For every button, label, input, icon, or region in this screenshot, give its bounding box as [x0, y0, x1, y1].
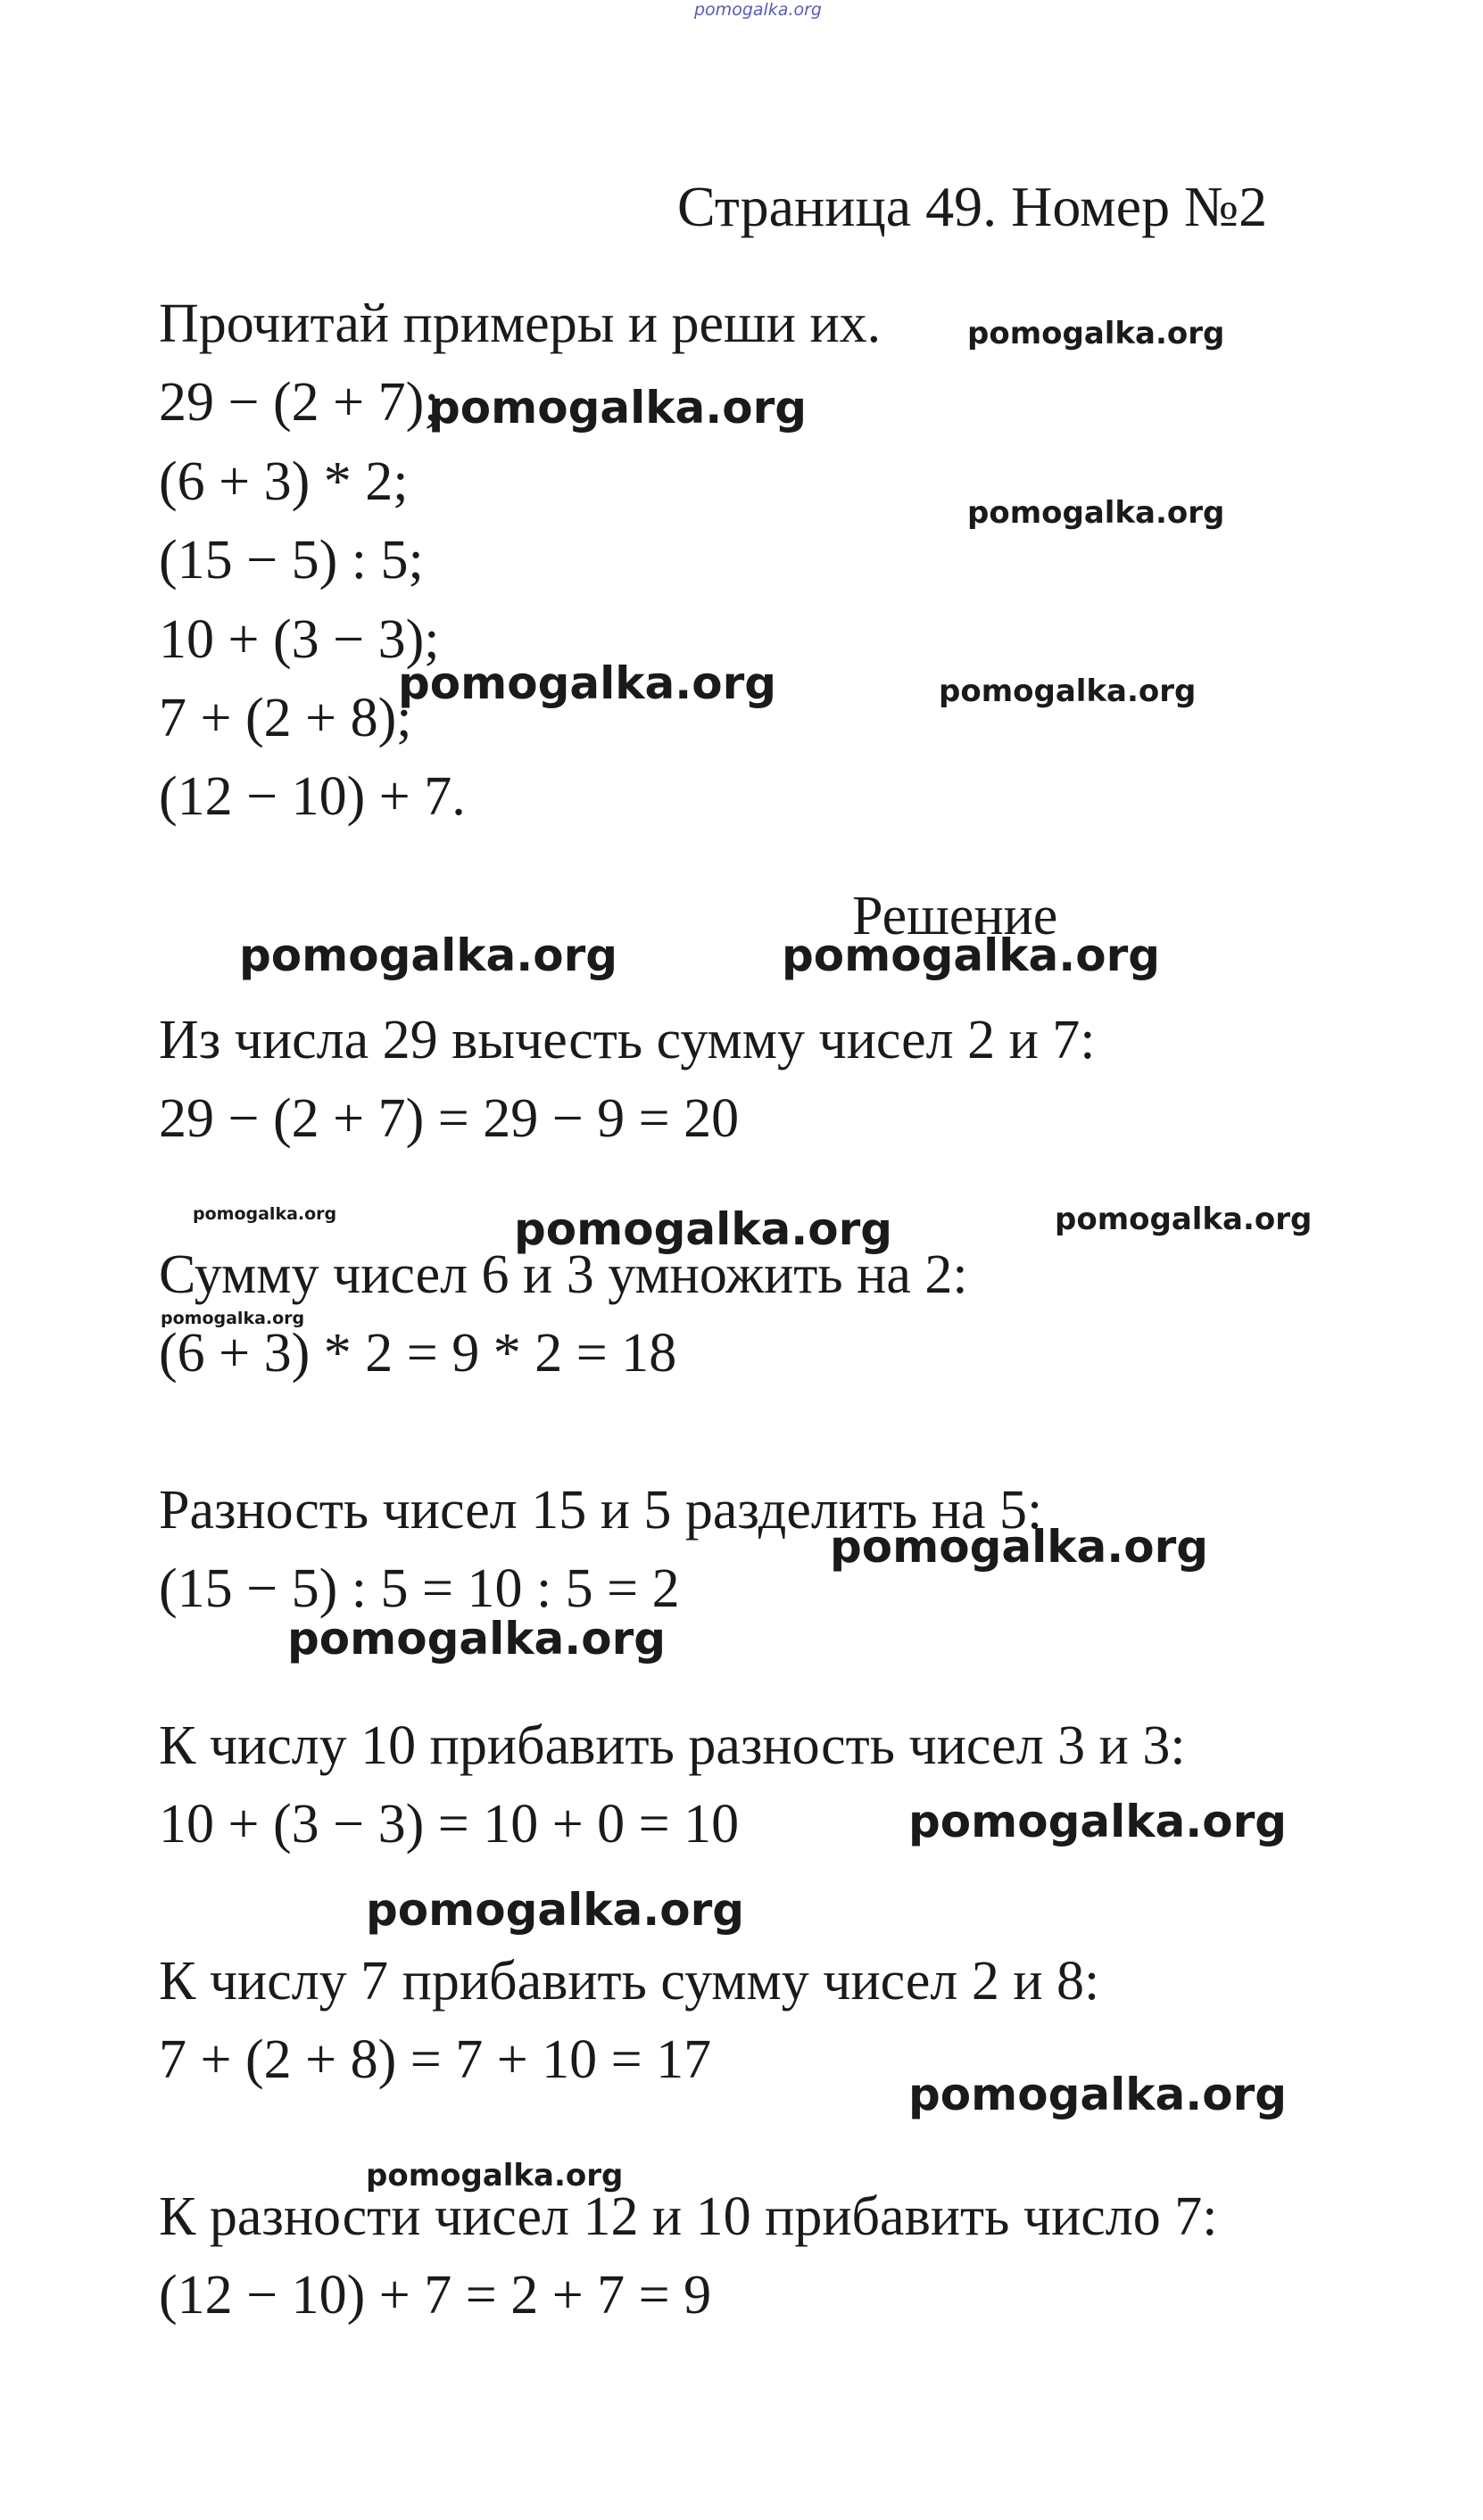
- page-title: Страница 49. Номер №2: [677, 175, 1268, 238]
- solution-text: К числу 10 прибавить разность чисел 3 и 3:: [159, 1715, 1186, 1776]
- watermark: pomogalka.org: [939, 673, 1197, 709]
- task-example: 7 + (2 + 8);: [159, 688, 412, 748]
- watermark: pomogalka.org: [161, 1309, 305, 1328]
- task-example: 29 − (2 + 7);: [159, 372, 440, 433]
- watermark: pomogalka.org: [239, 930, 618, 981]
- task-example: 10 + (3 − 3);: [159, 609, 440, 670]
- task-instruction: Прочитай примеры и реши их.: [159, 293, 882, 354]
- task-example: (15 − 5) : 5;: [159, 530, 424, 591]
- watermark: pomogalka.org: [514, 1203, 893, 1255]
- solution-calc: (6 + 3) * 2 = 9 * 2 = 18: [159, 1323, 677, 1384]
- solution-heading: Решение: [852, 886, 1058, 946]
- watermark: pomogalka.org: [366, 1884, 745, 1936]
- watermark: pomogalka.org: [287, 1613, 667, 1665]
- solution-calc: 10 + (3 − 3) = 10 + 0 = 10: [159, 1794, 740, 1855]
- watermark: pomogalka.org: [428, 382, 808, 434]
- solution-calc: (12 − 10) + 7 = 2 + 7 = 9: [159, 2265, 712, 2326]
- watermark: pomogalka.org: [366, 2158, 624, 2194]
- watermark: pomogalka.org: [193, 1204, 337, 1224]
- watermark: pomogalka.org: [782, 930, 1161, 981]
- watermark: pomogalka.org: [967, 495, 1225, 531]
- solution-calc: 7 + (2 + 8) = 7 + 10 = 17: [159, 2029, 712, 2090]
- watermark: pomogalka.org: [1055, 1202, 1313, 1237]
- solution-text: Сумму чисел 6 и 3 умножить на 2:: [159, 1244, 968, 1305]
- solution-calc: 29 − (2 + 7) = 29 − 9 = 20: [159, 1088, 740, 1149]
- task-example: (12 − 10) + 7.: [159, 766, 466, 827]
- solution-text: К числу 7 прибавить сумму чисел 2 и 8:: [159, 1951, 1100, 2012]
- watermark-top: pomogalka.org: [694, 0, 822, 20]
- watermark: pomogalka.org: [908, 2069, 1288, 2120]
- solution-text: Разность чисел 15 и 5 разделить на 5:: [159, 1480, 1043, 1541]
- watermark: pomogalka.org: [398, 657, 777, 709]
- watermark: pomogalka.org: [967, 316, 1225, 351]
- task-example: (6 + 3) * 2;: [159, 451, 409, 512]
- solution-text: К разности чисел 12 и 10 прибавить число 7:: [159, 2186, 1218, 2247]
- solution-calc: (15 − 5) : 5 = 10 : 5 = 2: [159, 1558, 680, 1619]
- solution-text: Из числа 29 вычесть сумму чисел 2 и 7:: [159, 1010, 1096, 1070]
- watermark: pomogalka.org: [830, 1521, 1209, 1573]
- watermark: pomogalka.org: [908, 1796, 1288, 1847]
